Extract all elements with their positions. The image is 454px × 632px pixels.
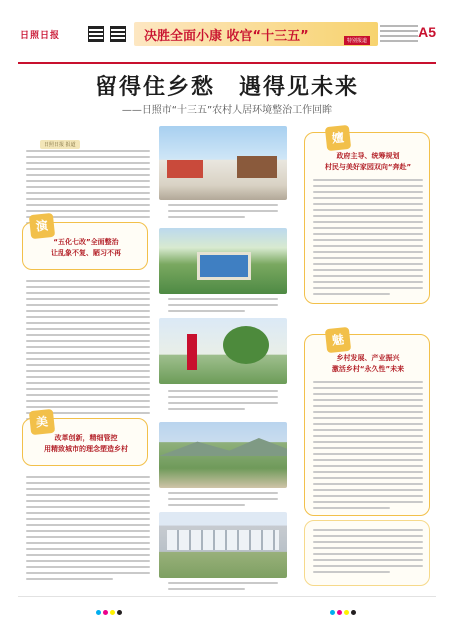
section-chip-left-bottom: 美 <box>29 409 55 435</box>
body-text-block <box>26 280 150 424</box>
registration-dot <box>96 610 101 615</box>
photo-mountain-village <box>159 422 287 488</box>
registration-dot <box>103 610 108 615</box>
qr-code-icon <box>88 26 104 42</box>
section-chip-right-top: 嬗 <box>325 125 351 151</box>
article-subtitle: ——日照市“十三五”农村人居环境整治工作回眸 <box>121 105 333 116</box>
campaign-banner <box>134 22 378 46</box>
registration-dot <box>351 610 356 615</box>
section-chip-right-bottom: 魅 <box>325 327 351 353</box>
section-heading: “五化七改”全面整治 让乱象不复、陋习不再 <box>51 238 121 257</box>
masthead-info-lines <box>380 25 418 45</box>
registration-dot <box>117 610 122 615</box>
section-box-right-top <box>304 132 430 304</box>
photo-caption <box>168 204 278 222</box>
registration-dots <box>96 600 124 606</box>
photo-village-street <box>159 126 287 200</box>
body-text-block <box>313 381 423 513</box>
body-text-block <box>313 179 423 299</box>
body-text-block <box>313 529 423 577</box>
photo-caption <box>168 390 278 414</box>
registration-dot <box>110 610 115 615</box>
page-number: A5 <box>418 24 436 40</box>
masthead-divider <box>18 62 436 64</box>
section-box-right-bottom <box>304 334 430 516</box>
registration-dot <box>337 610 342 615</box>
article-title: 留得住乡愁 遇得见未来 <box>94 75 359 100</box>
section-heading: 改革创新，精细管控 用精致城市的理念塑造乡村 <box>44 434 128 453</box>
section-chip-left-top: 演 <box>29 213 55 239</box>
paper-logo: 日照日报 <box>20 31 61 41</box>
photo-village-pond <box>159 228 287 294</box>
footer-divider <box>18 596 436 597</box>
photo-caption <box>168 298 278 316</box>
banner-text: 决胜全面小康 收官“十三五” <box>144 29 309 44</box>
section-heading: 政府主导、统筹规划 村民与美好家园双向“奔赴” <box>324 152 412 171</box>
registration-dot <box>330 610 335 615</box>
banner-tag: 特别报道 <box>344 36 370 45</box>
photo-caption <box>168 582 278 594</box>
registration-dot <box>344 610 349 615</box>
photo-caption <box>168 492 278 510</box>
photo-village-entrance <box>159 318 287 384</box>
section-heading: 乡村发展、产业振兴 激活乡村“永久性”未来 <box>331 354 405 373</box>
registration-dots <box>330 600 358 606</box>
masthead <box>18 20 436 62</box>
photo-greenhouses <box>159 512 287 578</box>
qr-code-icon <box>110 26 126 42</box>
body-text-block <box>26 476 150 584</box>
closing-box <box>304 520 430 586</box>
author-tag: 日照日报 报道 <box>40 140 80 149</box>
